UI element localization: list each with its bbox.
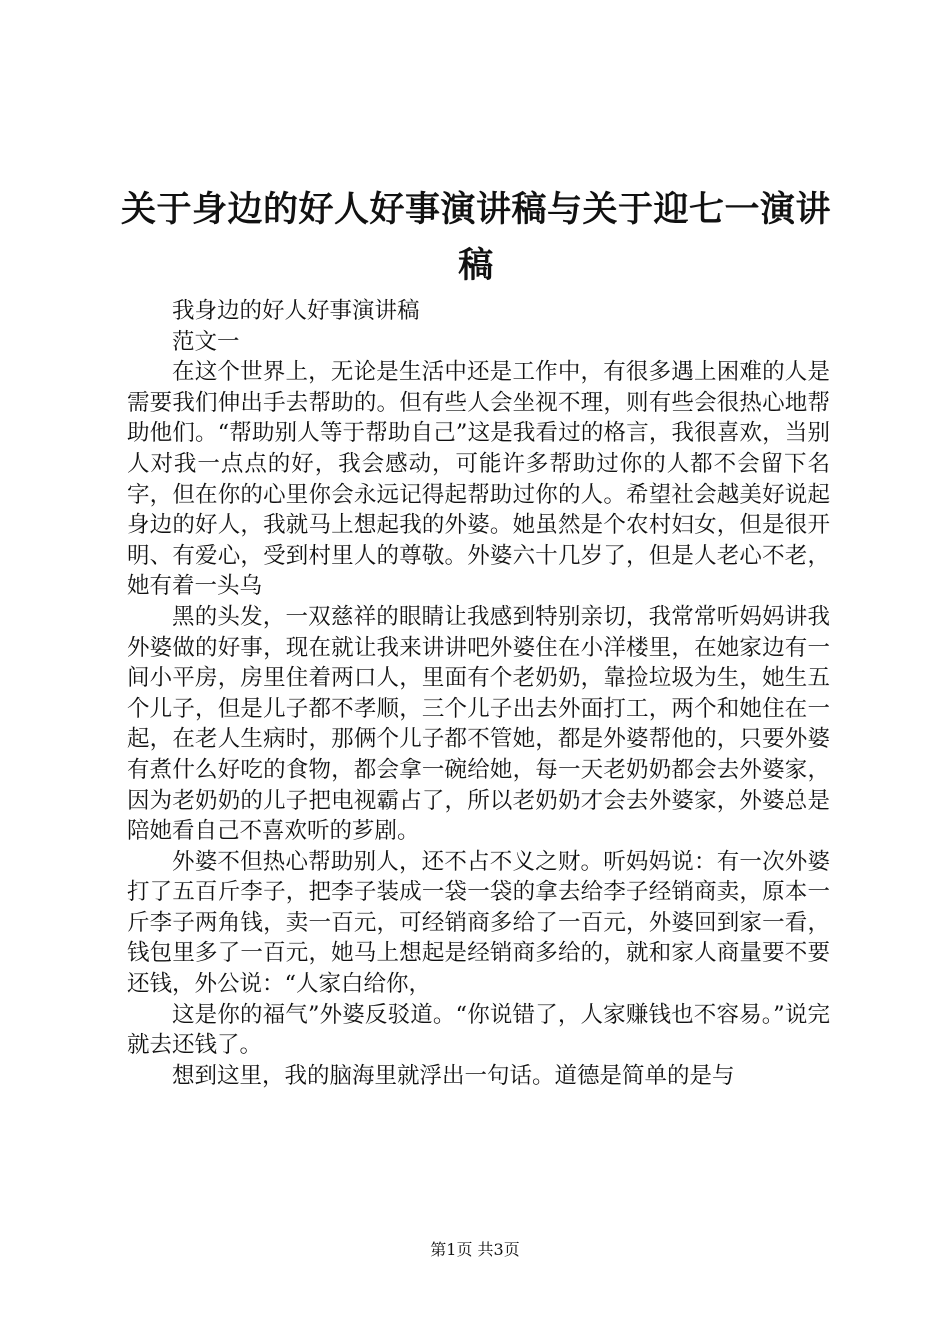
sample-label-paragraph: 范文一 [172,328,240,355]
body-paragraph: 想到这里，我的脑海里就浮出一句话。道德是简单的是与 [172,1062,735,1089]
body-paragraph: 这是你的福气”外婆反驳道。“你说错了，人家赚钱也不容易。”说完就去还钱了。 [127,1001,830,1059]
heading-paragraph: 我身边的好人好事演讲稿 [172,298,420,324]
page-footer: 第1页 共3页 [430,1240,520,1259]
body-paragraph: 外婆不但热心帮助别人，还不占不义之财。听妈妈说：有一次外婆打了五百斤李子，把李子装成一袋一袋的拿去给李子经销商卖，原本一斤李子两角钱，卖一百元，可经销商多给了一百元，外婆回到家一看，钱包里多了一百元，她马上想起是经销商多给的，就和家人商量要不要还钱，外公说：“人家白给你， [127,848,830,998]
document-title: 关于身边的好人好事演讲稿与关于迎七一演讲稿 [120,189,831,286]
body-paragraph: 黑的头发，一双慈祥的眼睛让我感到特别亲切，我常常听妈妈讲我外婆做的好事，现在就让我来讲讲吧外婆住在小洋楼里，在她家边有一间小平房，房里住着两口人，里面有个老奶奶，靠捡垃圾为生，她生五个儿子，但是儿子都不孝顺，三个儿子出去外面打工，两个和她住在一起，在老人生病时，那俩个儿子都不管她，都是外婆帮他的，只要外婆有煮什么好吃的食物，都会拿一碗给她，每一天老奶奶都会去外婆家，因为老奶奶的儿子把电视霸占了，所以老奶奶才会去外婆家，外婆总是陪她看自己不喜欢听的芗剧。 [127,603,830,845]
document-body [127,296,830,1091]
body-paragraph: 在这个世界上，无论是生活中还是工作中，有很多遇上困难的人是需要我们伸出手去帮助的。但有些人会坐视不理，则有些会很热心地帮助他们。“帮助别人等于帮助自己”这是我看过的格言，我很喜欢，当别人对我一点点的好，我会感动，可能许多帮助过你的人都不会留下名字，但在你的心里你会永远记得起帮助过你的人。希望社会越美好说起身边的好人，我就马上想起我的外婆。她虽然是个农村妇女，但是很开明、有爱心，受到村里人的尊敬。外婆六十几岁了，但是人老心不老，她有着一头乌 [127,359,830,600]
